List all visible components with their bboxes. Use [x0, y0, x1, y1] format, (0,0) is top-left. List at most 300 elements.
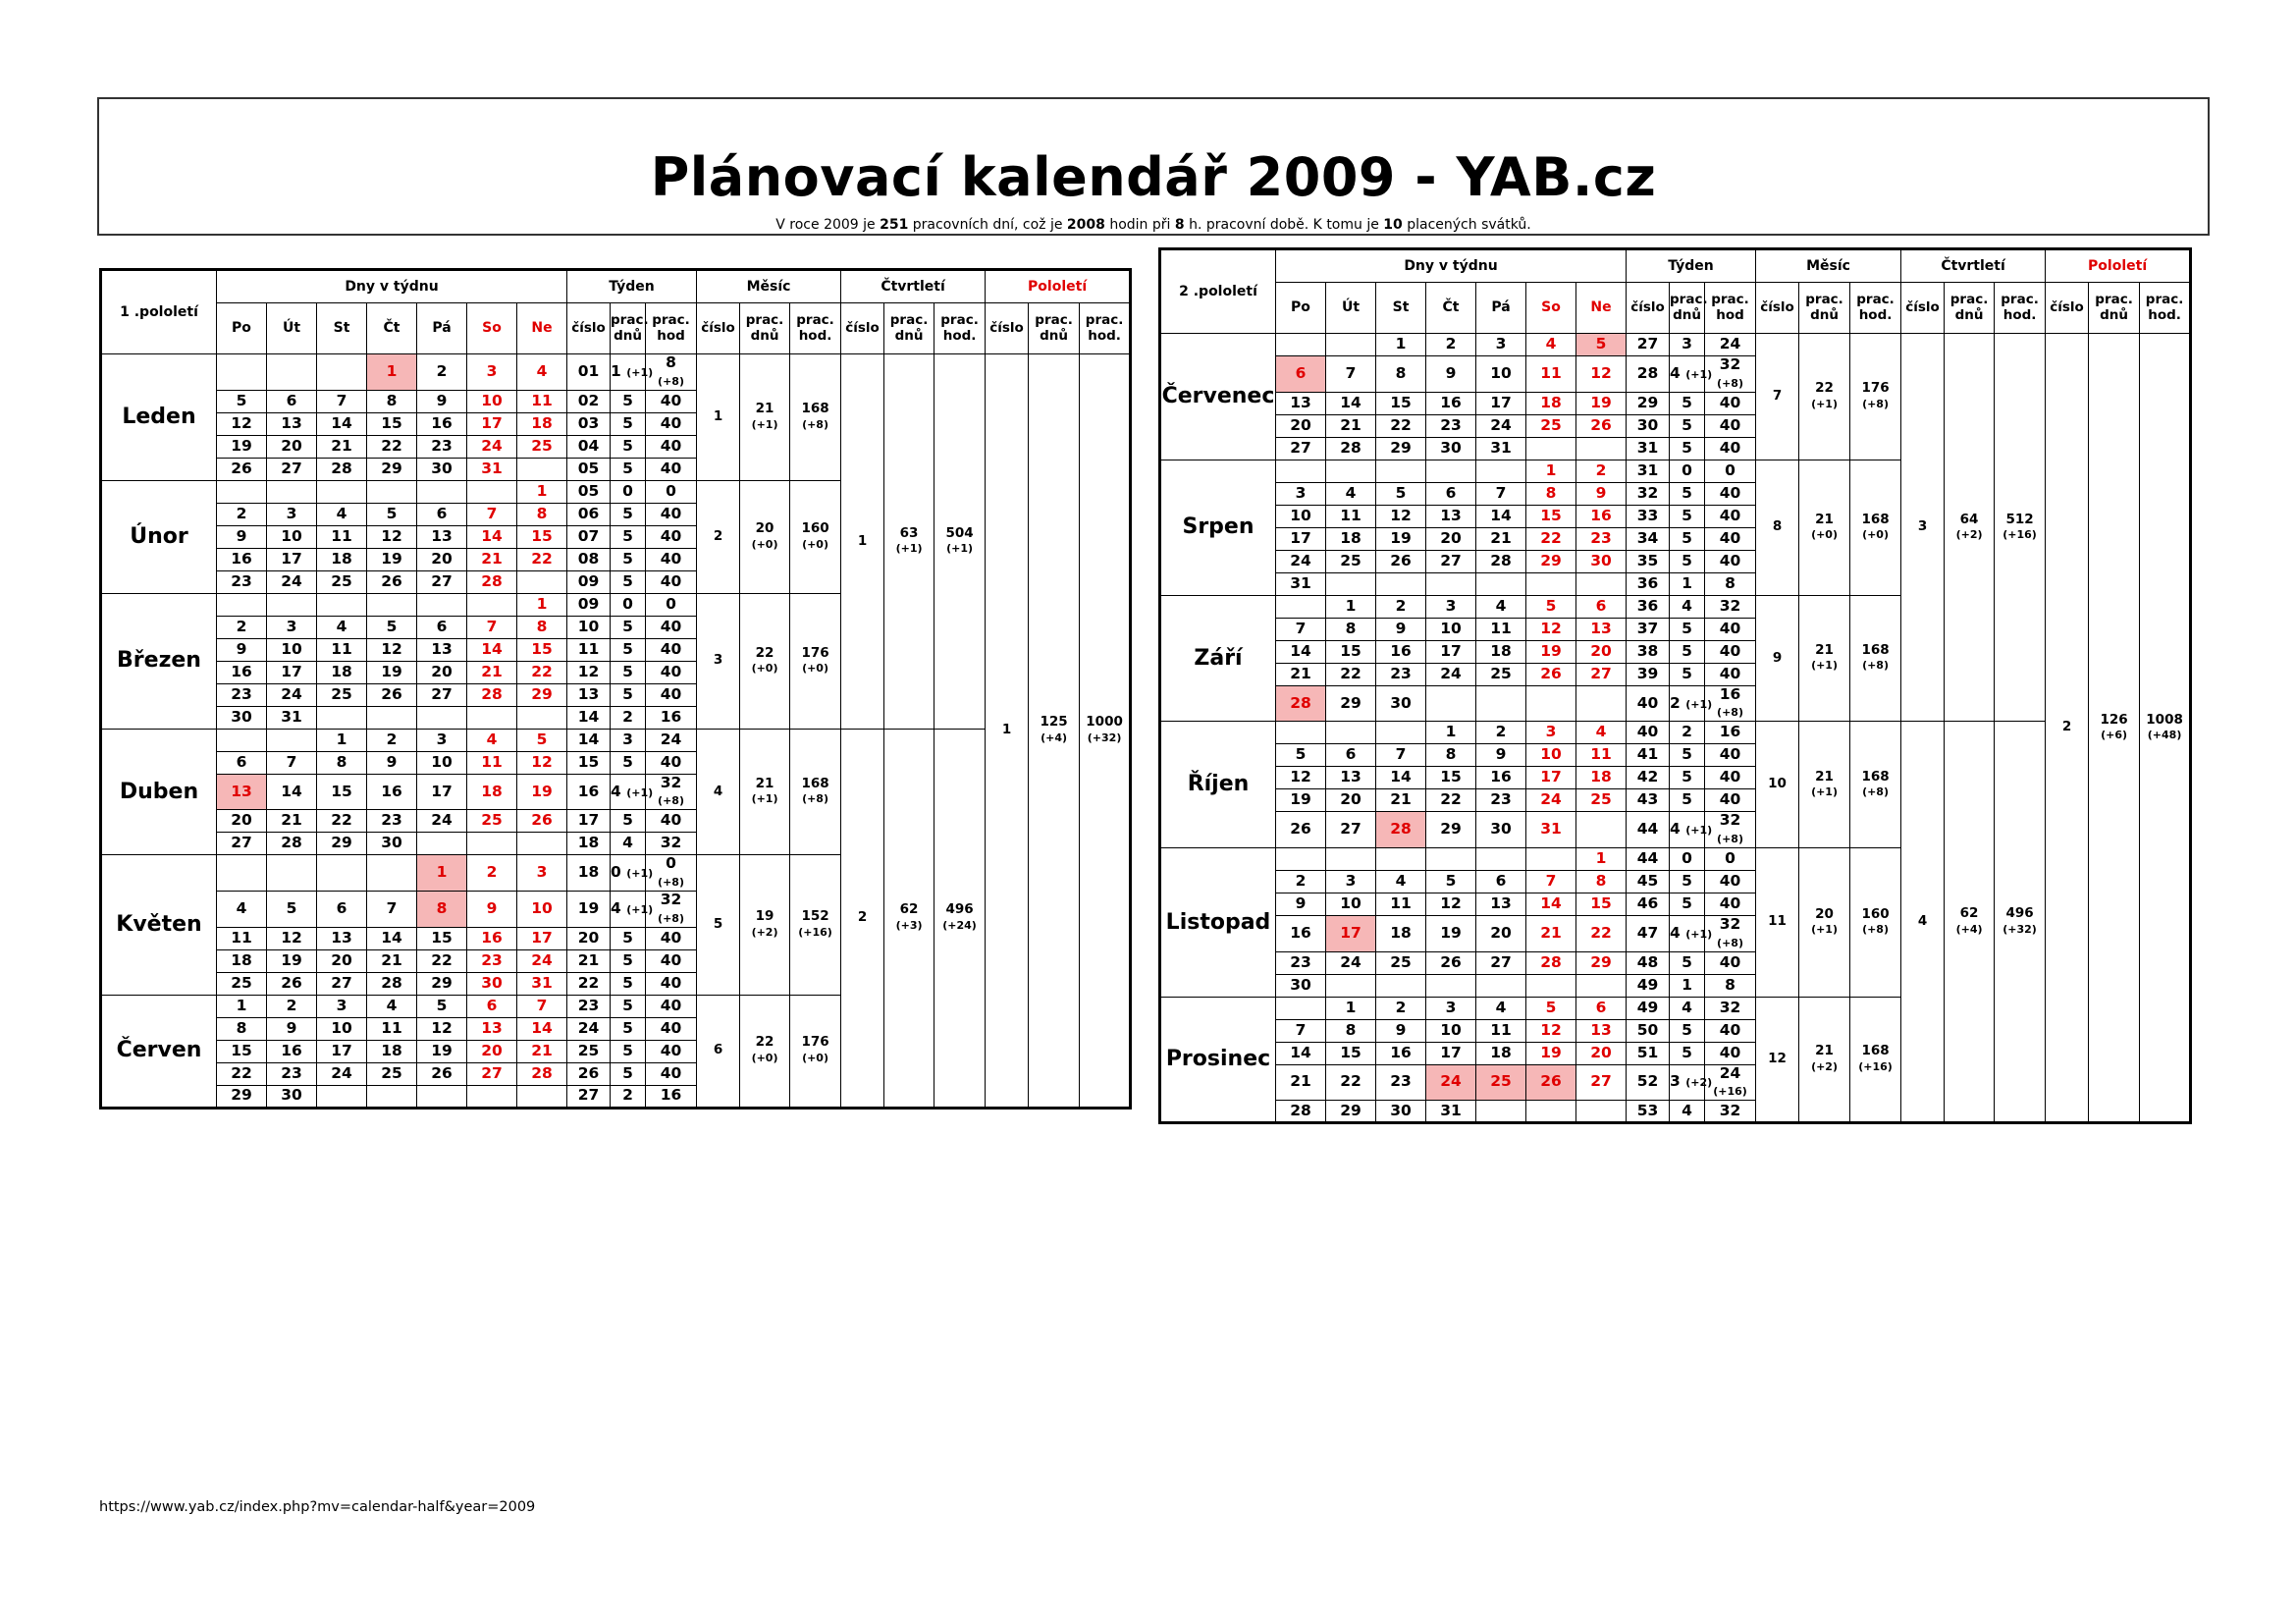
value: 5 — [1682, 952, 1692, 971]
week-number: 35 — [1627, 550, 1670, 572]
day-cell: 15 — [1526, 505, 1576, 527]
day-cell — [1326, 722, 1376, 744]
day-cell: 15 — [517, 638, 567, 661]
week-hours — [1705, 414, 1756, 437]
month-group-header: Měsíc — [1756, 249, 1901, 283]
value: 5 — [622, 950, 633, 969]
week-workdays — [1670, 685, 1713, 722]
week-workdays — [1670, 812, 1713, 848]
day-cell: 23 — [1276, 951, 1326, 974]
day-cell: 25 — [467, 810, 517, 833]
week-hours — [1705, 915, 1756, 951]
week-number: 32 — [1627, 482, 1670, 505]
week-number: 36 — [1627, 572, 1670, 595]
week-number: 33 — [1627, 505, 1670, 527]
week-number: 18 — [567, 833, 611, 855]
quarter-group-header: Čtvrtletí — [841, 270, 986, 303]
week-workdays — [611, 774, 654, 810]
week-workdays — [611, 927, 646, 949]
week-workdays — [1670, 1101, 1705, 1123]
day-cell: 11 — [1576, 744, 1627, 767]
day-cell: 10 — [517, 891, 567, 927]
day-cell: 7 — [1376, 744, 1426, 767]
day-cell: 22 — [217, 1062, 267, 1085]
day-cell: 25 — [1376, 951, 1426, 974]
day-cell — [317, 1085, 367, 1108]
day-cell: 11 — [1476, 618, 1526, 640]
diff: (+32) — [2002, 922, 2037, 936]
value: 5 — [622, 1041, 633, 1059]
week-workdays — [611, 480, 646, 503]
day-cell: 31 — [1476, 437, 1526, 460]
value: 5 — [1682, 745, 1692, 764]
week-number: 09 — [567, 593, 611, 616]
week-hours — [1705, 812, 1756, 848]
day-cell: 20 — [1426, 527, 1476, 550]
value: 63 — [899, 524, 919, 541]
day-cell: 9 — [1276, 893, 1326, 915]
week-workdays — [1670, 527, 1705, 550]
quarter-col-header: prac. dnů — [884, 303, 934, 354]
day-cell: 24 — [417, 810, 467, 833]
week-workdays — [1670, 893, 1705, 915]
day-cell: 5 — [1526, 997, 1576, 1019]
day-cell: 20 — [1476, 915, 1526, 951]
day-cell: 2 — [217, 503, 267, 525]
day-cell: 11 — [1326, 505, 1376, 527]
week-workdays — [611, 548, 646, 570]
day-cell: 11 — [467, 751, 517, 774]
week-workdays — [611, 729, 646, 751]
value: 16 — [1719, 684, 1741, 703]
day-cell: 24 — [1426, 663, 1476, 685]
day-cell: 23 — [1476, 789, 1526, 812]
week-number: 52 — [1627, 1064, 1670, 1101]
value: 5 — [622, 811, 633, 830]
day-cell: 30 — [1576, 550, 1627, 572]
day-header-4: Čt — [1426, 283, 1476, 334]
day-cell — [367, 593, 417, 616]
day-cell: 7 — [1326, 356, 1376, 393]
week-workdays — [1670, 482, 1705, 505]
day-cell: 16 — [1276, 915, 1326, 951]
day-cell: 29 — [317, 833, 367, 855]
week-number: 13 — [567, 683, 611, 706]
day-cell: 14 — [517, 1017, 567, 1040]
week-workdays — [611, 1085, 646, 1108]
month-group-header: Měsíc — [697, 270, 841, 303]
day-cell: 29 — [1376, 437, 1426, 460]
day-cell: 2 — [467, 855, 517, 892]
day-cell — [517, 706, 567, 729]
value: 40 — [660, 811, 682, 830]
day-cell: 25 — [367, 1062, 417, 1085]
week-hours — [1705, 356, 1756, 393]
value: 5 — [1682, 415, 1692, 434]
quarter-number: 3 — [1901, 334, 1945, 722]
value: 168 — [801, 401, 829, 417]
week-number: 01 — [567, 354, 611, 391]
value: 40 — [1719, 1043, 1741, 1061]
day-cell: 3 — [1276, 482, 1326, 505]
week-number: 27 — [567, 1085, 611, 1108]
day-header-6: So — [467, 303, 517, 354]
value: 5 — [622, 928, 633, 947]
day-cell: 7 — [1276, 618, 1326, 640]
value: 20 — [1815, 905, 1834, 922]
day-cell: 19 — [1426, 915, 1476, 951]
value: 0 — [622, 481, 633, 500]
day-cell: 27 — [1426, 550, 1476, 572]
day-cell: 18 — [317, 661, 367, 683]
day-cell: 23 — [217, 683, 267, 706]
day-cell: 13 — [1576, 1019, 1627, 1042]
value: 4 — [1670, 820, 1681, 839]
day-cell: 5 — [267, 891, 317, 927]
day-cell: 8 — [317, 751, 367, 774]
month-workdays — [1799, 595, 1850, 722]
value: 1008 — [2146, 711, 2183, 728]
week-hours — [1705, 847, 1756, 870]
day-header-3: St — [1376, 283, 1426, 334]
day-cell: 8 — [1376, 356, 1426, 393]
value: 0 — [666, 594, 676, 613]
diff: (+1) — [1811, 659, 1838, 673]
value: 40 — [660, 973, 682, 992]
diff: (+8) — [658, 374, 684, 388]
day-cell — [1426, 572, 1476, 595]
value: 4 — [1682, 998, 1692, 1016]
day-cell: 22 — [1376, 414, 1426, 437]
week-number: 48 — [1627, 951, 1670, 974]
month-name: Červen — [101, 995, 217, 1108]
week-hours — [1705, 997, 1756, 1019]
day-cell — [1576, 685, 1627, 722]
week-workdays — [1670, 356, 1713, 393]
week-hours — [646, 1062, 697, 1085]
diff: (+16) — [1713, 1085, 1747, 1099]
value: 40 — [1719, 790, 1741, 809]
week-workdays — [1670, 572, 1705, 595]
week-hours — [646, 525, 697, 548]
day-cell: 9 — [1376, 618, 1426, 640]
week-workdays — [1670, 1042, 1705, 1064]
day-cell: 1 — [1526, 460, 1576, 482]
day-cell: 6 — [267, 390, 317, 412]
value: 176 — [801, 644, 829, 661]
week-col-header: prac. hod — [646, 303, 697, 354]
value: 40 — [660, 752, 682, 771]
value: 5 — [1682, 790, 1692, 809]
month-name: Únor — [101, 480, 217, 593]
week-hours — [646, 833, 697, 855]
value: 40 — [1719, 438, 1741, 457]
day-cell: 4 — [1576, 722, 1627, 744]
week-workdays — [611, 1017, 646, 1040]
value: 168 — [1861, 641, 1890, 658]
day-cell: 16 — [1376, 640, 1426, 663]
day-cell — [1276, 334, 1326, 356]
day-cell: 17 — [267, 661, 317, 683]
day-cell: 9 — [417, 390, 467, 412]
half-group-header: Pololetí — [2046, 249, 2191, 283]
day-cell: 22 — [1326, 1064, 1376, 1101]
value: 5 — [622, 752, 633, 771]
value: 8 — [1725, 573, 1735, 592]
value: 5 — [1682, 393, 1692, 411]
value: 4 — [611, 782, 621, 800]
value: 40 — [1719, 871, 1741, 890]
day-cell: 5 — [367, 503, 417, 525]
day-cell — [1376, 722, 1426, 744]
value: 40 — [1719, 641, 1741, 660]
value: 40 — [1719, 1020, 1741, 1039]
day-cell — [367, 706, 417, 729]
value: 40 — [660, 1018, 682, 1037]
day-cell: 9 — [1376, 1019, 1426, 1042]
day-cell: 2 — [1276, 870, 1326, 893]
day-cell: 26 — [417, 1062, 467, 1085]
week-workdays — [611, 810, 646, 833]
day-cell — [1526, 1101, 1576, 1123]
week-workdays — [1670, 744, 1705, 767]
month-hours — [790, 729, 841, 855]
week-row — [1160, 722, 2191, 744]
day-cell: 14 — [1376, 767, 1426, 789]
day-cell: 16 — [217, 661, 267, 683]
day-cell: 7 — [317, 390, 367, 412]
day-cell: 15 — [317, 774, 367, 810]
week-hours — [1705, 572, 1756, 595]
week-hours — [1705, 1042, 1756, 1064]
week-workdays — [1670, 460, 1705, 482]
diff: (+8) — [802, 417, 828, 431]
value: 5 — [1682, 619, 1692, 637]
day-cell: 23 — [217, 570, 267, 593]
day-cell: 3 — [1426, 595, 1476, 618]
day-cell: 9 — [467, 891, 517, 927]
half-col-header: prac. hod. — [1080, 303, 1131, 354]
day-cell — [217, 480, 267, 503]
quarter-group-header: Čtvrtletí — [1901, 249, 2046, 283]
diff: (+1) — [1811, 397, 1838, 410]
day-cell: 13 — [417, 638, 467, 661]
day-cell: 18 — [317, 548, 367, 570]
month-name: Březen — [101, 593, 217, 729]
week-number: 05 — [567, 458, 611, 480]
half-workdays — [1029, 354, 1080, 1109]
header-row-columns — [101, 303, 1131, 354]
day-cell: 18 — [1376, 915, 1426, 951]
day-cell: 24 — [1326, 951, 1376, 974]
value: 5 — [622, 684, 633, 703]
day-cell: 3 — [1326, 870, 1376, 893]
day-cell: 5 — [1376, 482, 1426, 505]
week-hours — [646, 949, 697, 972]
value: 32 — [1719, 998, 1741, 1016]
day-cell: 26 — [1526, 663, 1576, 685]
month-hours — [1850, 997, 1901, 1123]
day-header-2: Út — [1326, 283, 1376, 334]
month-workdays — [740, 593, 790, 729]
diff: (+3) — [895, 918, 923, 932]
day-cell: 26 — [367, 683, 417, 706]
diff: (+2) — [1955, 528, 1983, 542]
day-cell: 8 — [1426, 744, 1476, 767]
holiday-cell: 26 — [1526, 1064, 1576, 1101]
value: 62 — [1959, 905, 1979, 922]
value: 21 — [1815, 1043, 1834, 1059]
half-hours — [2140, 334, 2191, 1123]
day-cell — [217, 729, 267, 751]
day-cell: 25 — [217, 972, 267, 995]
day-cell: 15 — [517, 525, 567, 548]
week-number: 09 — [567, 570, 611, 593]
day-cell: 21 — [1476, 527, 1526, 550]
day-cell — [317, 354, 367, 391]
day-cell: 21 — [317, 435, 367, 458]
diff: (+1) — [946, 542, 974, 556]
holiday-cell: 28 — [1276, 685, 1326, 722]
value: 5 — [622, 1063, 633, 1082]
day-cell: 11 — [367, 1017, 417, 1040]
week-workdays — [611, 503, 646, 525]
value: 40 — [1719, 506, 1741, 524]
day-cell — [1476, 460, 1526, 482]
day-cell: 15 — [1326, 640, 1376, 663]
summary-hours-per-day: 8 — [1174, 217, 1185, 233]
week-hours — [1705, 663, 1756, 685]
day-cell: 7 — [517, 995, 567, 1017]
day-cell: 11 — [517, 390, 567, 412]
week-workdays — [1670, 414, 1705, 437]
day-cell: 14 — [317, 412, 367, 435]
week-workdays — [1670, 392, 1705, 414]
value: 5 — [1682, 1043, 1692, 1061]
month-hours — [790, 593, 841, 729]
value: 32 — [1719, 596, 1741, 615]
week-number: 12 — [567, 661, 611, 683]
value: 22 — [1815, 380, 1834, 397]
value: 5 — [622, 391, 633, 409]
week-number: 36 — [1627, 595, 1670, 618]
quarter-hours — [934, 354, 986, 730]
day-cell: 31 — [267, 706, 317, 729]
day-cell: 18 — [217, 949, 267, 972]
value: 16 — [660, 707, 682, 726]
diff: (+0) — [802, 537, 828, 551]
day-cell: 10 — [417, 751, 467, 774]
value: 40 — [1719, 893, 1741, 912]
week-hours — [646, 1040, 697, 1062]
quarter-col-header: prac. dnů — [1945, 283, 1995, 334]
day-cell: 10 — [267, 638, 317, 661]
value: 496 — [2005, 905, 2034, 922]
week-number: 40 — [1627, 685, 1670, 722]
holiday-cell: 6 — [1276, 356, 1326, 393]
day-cell: 21 — [467, 661, 517, 683]
second-half-table — [1158, 247, 2192, 1124]
day-cell: 2 — [1476, 722, 1526, 744]
day-cell: 6 — [1476, 870, 1526, 893]
value: 40 — [660, 1041, 682, 1059]
day-cell: 24 — [267, 683, 317, 706]
quarter-workdays — [884, 729, 934, 1108]
day-cell: 9 — [367, 751, 417, 774]
day-cell: 29 — [1426, 812, 1476, 848]
week-hours — [1705, 893, 1756, 915]
holiday-cell: 24 — [1426, 1064, 1476, 1101]
value: 5 — [1682, 551, 1692, 569]
day-cell: 1 — [1376, 334, 1426, 356]
diff: (+1) — [1811, 923, 1838, 937]
value: 512 — [2005, 511, 2034, 527]
day-cell: 11 — [217, 927, 267, 949]
day-cell: 6 — [1326, 744, 1376, 767]
value: 5 — [622, 571, 633, 590]
day-cell: 21 — [1376, 789, 1426, 812]
half-workdays — [2089, 334, 2140, 1123]
day-cell — [1276, 595, 1326, 618]
week-number: 30 — [1627, 414, 1670, 437]
week-number: 10 — [567, 616, 611, 638]
value: 5 — [622, 413, 633, 432]
diff: (+8) — [1717, 833, 1743, 846]
value: 0 — [1725, 460, 1735, 479]
diff: (+1) — [626, 867, 654, 881]
diff: (+8) — [1717, 376, 1743, 390]
diff: (+1) — [1685, 697, 1713, 711]
week-hours — [1705, 722, 1756, 744]
day-cell: 14 — [467, 525, 517, 548]
value: 1 — [611, 361, 621, 380]
day-cell: 13 — [1276, 392, 1326, 414]
day-cell — [417, 593, 467, 616]
month-col-header: prac. dnů — [1799, 283, 1850, 334]
day-cell — [317, 706, 367, 729]
value: 40 — [1719, 393, 1741, 411]
value: 21 — [755, 401, 774, 417]
diff: (+0) — [802, 662, 828, 676]
diff: (+32) — [1087, 731, 1122, 744]
day-cell — [1376, 974, 1426, 997]
day-cell: 11 — [317, 638, 367, 661]
value: 4 — [1682, 596, 1692, 615]
day-cell: 2 — [267, 995, 317, 1017]
footer-url: https://www.yab.cz/index.php?mv=calendar-half&year=2009 — [99, 1499, 536, 1515]
day-cell: 9 — [1476, 744, 1526, 767]
half-col-header: číslo — [2046, 283, 2089, 334]
day-cell: 2 — [367, 729, 417, 751]
value: 5 — [1682, 1020, 1692, 1039]
value: 40 — [660, 549, 682, 568]
day-cell — [1426, 685, 1476, 722]
value: 160 — [801, 520, 829, 537]
value: 496 — [945, 901, 974, 918]
week-workdays — [611, 412, 646, 435]
day-cell: 27 — [267, 458, 317, 480]
day-cell: 22 — [367, 435, 417, 458]
week-workdays — [1670, 437, 1705, 460]
diff: (+1) — [1685, 824, 1713, 838]
month-number: 4 — [697, 729, 740, 855]
day-cell: 12 — [1376, 505, 1426, 527]
week-hours — [1705, 392, 1756, 414]
day-cell: 4 — [1326, 482, 1376, 505]
quarter-col-header: prac. hod. — [1995, 283, 2046, 334]
half-label: 2 .pololetí — [1160, 249, 1276, 334]
day-cell — [217, 855, 267, 892]
